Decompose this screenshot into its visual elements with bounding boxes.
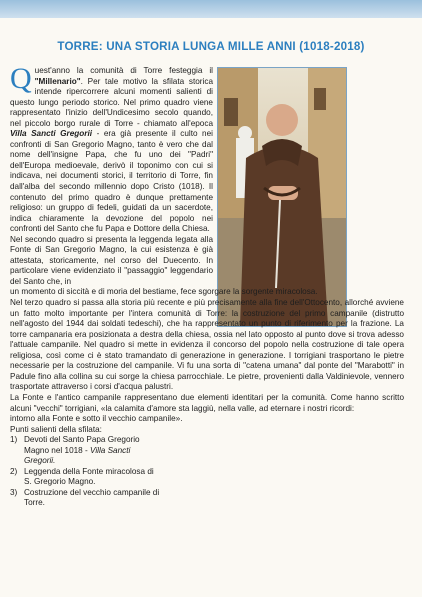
paragraph-second-full: un momento di siccità e di moria del bestiame, fece sgorgare la sorgente miracolosa. (10, 287, 318, 297)
paragraph-intro: Quest'anno la comunità di Torre festeggia il "Millenario". Per tale motivo la sfilata storica intende ripercorrere alcuni momenti salienti di questo lungo periodo storico. Nel primo quadro viene rappresentato l'inizio dell'Undicesimo secolo quando, nel piccolo borgo rurale di Torre - chiamato all'epoca Villa Sancti Gregorii - era già presente il culto nei confronti di San Gregorio Magno, tanto è vero che dal nome dell'insigne Papa, che fu uno dei "Padri" dell'Europa medioevale, derivò il toponimo con cui si indicava, nei documenti storici, il territorio di Torre, fin dall'alba del secondo millennio dopo Cristo (1018). Il contenuto del primo quadro è dunque prettamente religioso: un gruppo di fedeli, guidati da un sacerdote, indica chiaramente la devozione del popolo nei confronti del Santo che fu Papa e Dottore della Chiesa. (10, 62, 213, 234)
list-item: 2) Leggenda della Fonte miracolosa di S. Gregorio Magno. (10, 466, 154, 487)
paragraph-third: Nel terzo quadro si passa alla storia più recente e più precisamente alla fine dell'Ottocento, allorché avviene un fatto molto importante per l'intera comunità di Torre: la costruzione del primo campanile (distrutto nell'agosto del 1944 dai soldati tedeschi), che ha rappresentato un punto di riferimento per la frazione. La torre campanaria era posizionata a destra della chiesa, ossia nel lato opposto al punto dove si trova adesso l'attuale campanile. Nel quadro si mette in evidenza il concorso del popolo nella costruzione di tale opera religiosa, così come ci è stato tramandato di generazione in generazione. I torrigiani trasportano le pietre necessarie per la costruzione del campanile. Vi fu una sorta di "catena umana" dal ponte del "Marabotti" in Padule fino alla collina su cui sorge la chiesa parrocchiale. Le pietre, provenienti dalla Valdinievole, vennero trasportate attraverso i corsi d'acqua palustri. (10, 298, 404, 392)
article-body (10, 62, 404, 509)
list-item: 3) Costruzione del vecchio campanile di Torre. (10, 487, 160, 508)
list-item: 1) Devoti del Santo Papa Gregorio Magno nel 1018 - Villa Sancti Gregorii. (10, 435, 140, 466)
points-heading: Punti salienti della sfilata: (10, 424, 102, 434)
dropcap: Q (10, 62, 32, 95)
paragraph-fourth-tail: intorno alla Fonte e sotto il vecchio campanile». (10, 414, 183, 424)
paragraph-fourth: La Fonte e l'antico campanile rappresentano due elementi identitari per la comunità. Come hanno scritto alcuni "vecchi" torrigiani, «la calamita d'amore sta laggiù, nella valle, ad eternare i nostri ricordi: (10, 392, 404, 413)
points-list (10, 435, 160, 509)
top-color-band (0, 0, 422, 18)
page (0, 18, 422, 597)
article-title: TORRE: UNA STORIA LUNGA MILLE ANNI (1018-2018) (57, 40, 365, 53)
paragraph-second-narrow: Nel secondo quadro si presenta la leggenda legata alla Fonte di San Gregorio Magno, la cui esistenza è già attestata, storicamente, nel corso del Duecento. In particolare viene evidenziato il "passaggio" leggendario del Santo che, in (10, 234, 213, 286)
